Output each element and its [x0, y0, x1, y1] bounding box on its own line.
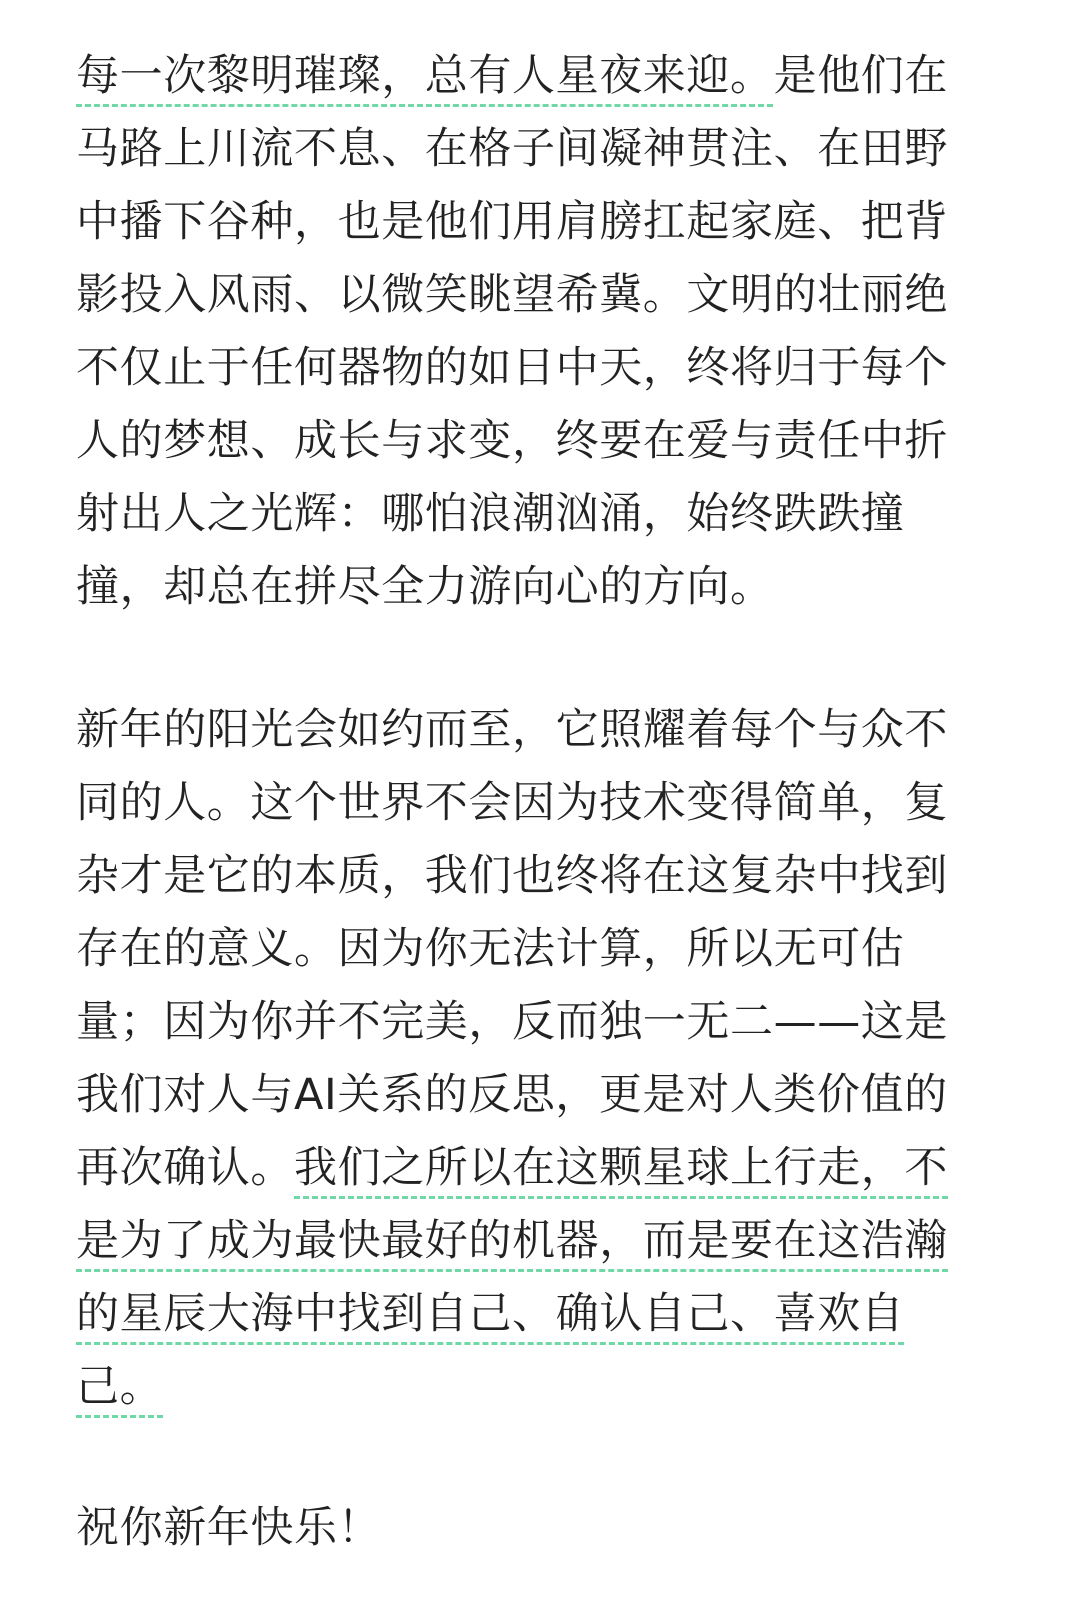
text-line: 中播下谷种，也是他们用肩膀扛起家庭、把背: [76, 197, 948, 247]
text-line: 我们对人与AI关系的反思，更是对人类价值的: [76, 1070, 948, 1120]
text-line: [76, 40, 1016, 113]
highlighted-text[interactable]: 我们之所以在这颗星球上行走，不: [294, 1143, 948, 1193]
text-line: 撞，却总在拼尽全力游向心的方向。: [76, 562, 774, 612]
text-line: [76, 1132, 1016, 1205]
text-line: 人的梦想、成长与求变，终要在爱与责任中折: [76, 416, 948, 466]
text-line: 射出人之光辉：哪怕浪潮汹涌，始终跌跌撞: [76, 489, 905, 539]
text-line: 不仅止于任何器物的如日中天，终将归于每个: [76, 343, 948, 393]
text-line: [76, 1205, 1016, 1278]
text-line: 杂才是它的本质，我们也终将在这复杂中找到: [76, 851, 948, 901]
paragraph-1: [76, 40, 1016, 624]
text-line: 新年的阳光会如约而至，它照耀着每个与众不: [76, 705, 948, 755]
greeting-paragraph: [76, 1492, 1016, 1565]
text-line: 影投入风雨、以微笑眺望希冀。文明的壮丽绝: [76, 270, 948, 320]
text-line: 存在的意义。因为你无法计算，所以无可估: [76, 924, 905, 974]
text-line: 马路上川流不息、在格子间凝神贯注、在田野: [76, 124, 948, 174]
paragraph-2: [76, 694, 1016, 1424]
text-segment: 是他们在: [773, 51, 949, 101]
text-line: 量；因为你并不完美，反而独一无二——这是: [76, 997, 948, 1047]
text-line: 祝你新年快乐！: [76, 1503, 382, 1553]
text-line: [76, 1278, 1016, 1351]
highlighted-text[interactable]: 每一次黎明璀璨，总有人星夜来迎。: [76, 51, 774, 101]
text-segment: 再次确认。: [76, 1143, 294, 1193]
highlighted-text[interactable]: 己。: [76, 1362, 164, 1412]
text-line: 同的人。这个世界不会因为技术变得简单，复: [76, 778, 948, 828]
text-line: [76, 1351, 1016, 1424]
highlighted-text[interactable]: 是为了成为最快最好的机器，而是要在这浩瀚: [76, 1216, 948, 1266]
highlighted-text[interactable]: 的星辰大海中找到自己、确认自己、喜欢自: [76, 1289, 905, 1339]
